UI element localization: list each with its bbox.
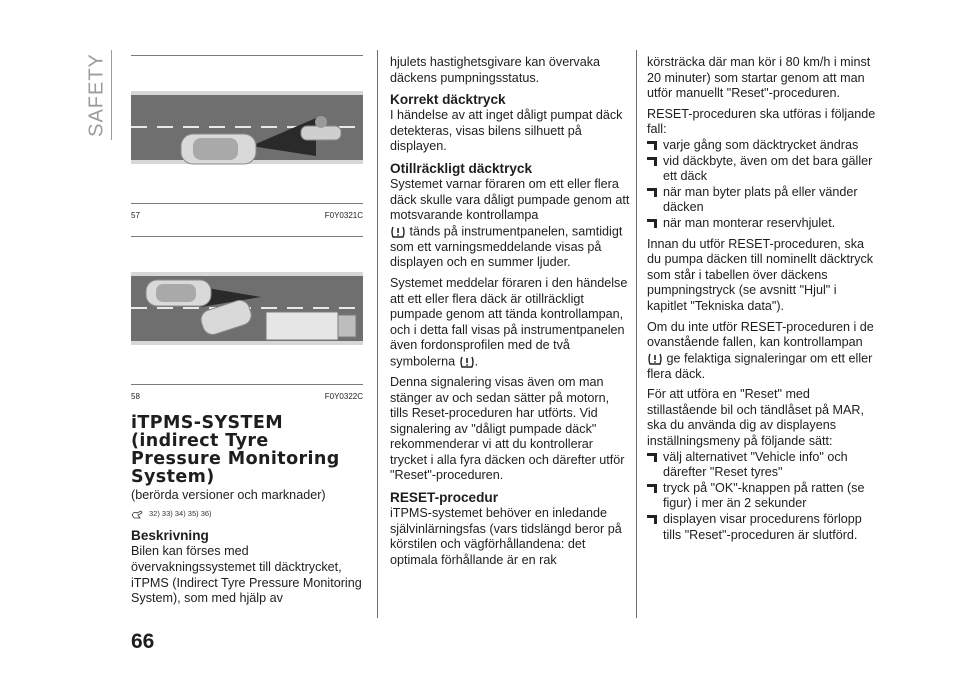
notes-numbers: 32) 33) 34) 35) 36): [149, 508, 212, 518]
column-1: [131, 55, 363, 612]
car-motorcycle-illustration: [131, 56, 363, 197]
bullet-icon: [647, 157, 657, 166]
column-3: [647, 55, 879, 543]
paragraph: Om du inte utför RESET-proceduren i de ovanstående fallen, kan kontrollampan ge felaktiga signaleringar om ett eller flera däck.: [647, 319, 874, 381]
paragraph: För att utföra en "Reset" med stillastående bil och tändlåset på MAR, ska du använda dig av displayens inställningsmeny på följande sätt:: [647, 387, 865, 449]
bullet-icon: [647, 141, 657, 150]
tyre-pressure-warning-icon: [459, 354, 475, 370]
paragraph: Denna signalering visas även om man stänger av och sedan sätter på motorn, tills Reset-proceduren har utförts. Vid signalering av "dåligt pumpade däck" rekommenderar vi att du kontrollerar trycket i alla fyra däcken och därefter utför "Reset"-proceduren.: [390, 374, 625, 483]
list-item: displayen visar procedurens förlopp tills "Reset"-proceduren är slutförd.: [647, 512, 879, 543]
figure-58-illustration: [131, 237, 363, 378]
paragraph: RESET-proceduren ska utföras i följande fall:: [647, 106, 876, 137]
paragraph: körsträcka där man kör i 80 km/h i minst 20 minuter) som startar genom att man utför manuellt "Reset"-proceduren.: [647, 55, 871, 101]
paragraph: Innan du utför RESET-proceduren, ska du pumpa däcken till nominellt däcktryck som står i tabellen över däckens pumpningstryck (se avsnitt "Hjul" i kapitlet "Tekniska data").: [647, 236, 874, 313]
list-item: välj alternativet "Vehicle info" och därefter "Reset tyres": [647, 450, 879, 481]
column-divider: [636, 50, 637, 618]
list-item: när man monterar reservhjulet.: [647, 216, 879, 232]
overtaking-illustration: [131, 237, 363, 378]
reset-heading: RESET-procedur: [390, 490, 499, 506]
otillrackligt-heading: Otillräckligt däcktryck: [390, 160, 533, 176]
tyre-pressure-warning-icon: [390, 224, 406, 240]
bullet-icon: [647, 484, 657, 493]
figure-58-caption: [131, 384, 363, 405]
column-divider: [377, 50, 378, 618]
figure-58: [131, 236, 363, 405]
paragraph: Systemet meddelar föraren i den händelse att ett eller flera däck är otillräckligt pumpade genom att tända kontrollampan, och i detta fall visas på instrumentpanelen även fordonsprofilen med de två symbolerna .: [390, 275, 628, 369]
figure-57: [131, 55, 363, 224]
paragraph: I händelse av att inget dåligt pumpat däck detekteras, visas bilens silhuett på displayen.: [390, 108, 623, 154]
section-tab: [82, 50, 112, 140]
list-item: tryck på "OK"-knappen på ratten (se figur) i mer än 2 sekunder: [647, 481, 879, 512]
bullet-icon: [647, 188, 657, 197]
figure-number: 57: [131, 211, 140, 220]
tyre-pressure-warning-icon: [647, 351, 663, 367]
list-item: varje gång som däcktrycket ändras: [647, 138, 879, 154]
figure-57-illustration: [131, 56, 363, 197]
section-title: SAFETY: [85, 53, 108, 137]
section-subtitle: (berörda versioner och marknader): [131, 488, 326, 503]
list-item: när man byter plats på eller vänder däcken: [647, 185, 879, 216]
figure-number: 58: [131, 391, 140, 401]
list-item: vid däckbyte, även om det bara gäller ett däck: [647, 154, 879, 185]
korrekt-heading: Korrekt däcktryck: [390, 92, 506, 108]
bullet-icon: [647, 515, 657, 524]
bullet-list: [647, 450, 879, 544]
paragraph: hjulets hastighetsgivare kan övervaka däckens pumpningsstatus.: [390, 55, 601, 85]
section-heading: iTPMS-SYSTEM (indirect Tyre Pressure Monitoring System): [131, 413, 340, 488]
figure-code: F0Y0322C: [324, 391, 363, 401]
paragraph: Systemet varnar föraren om ett eller flera däck skulle vara dåligt pumpade genom att motsvarande kontrollampa tänds på instrumentpanelen, samtidigt som ett varningsmeddelande visas på displayen och en summer ljuder.: [390, 176, 630, 270]
bullet-icon: [647, 219, 657, 228]
figure-57-caption: [131, 203, 363, 224]
column-2: [390, 55, 630, 573]
page-number: 66: [131, 630, 155, 653]
bullet-icon: [647, 453, 657, 462]
paragraph: iTPMS-systemet behöver en inledande självinlärningsfas (vars tidslängd beror på körstilen och vägförhållandena: det optimala förhållande är en rak: [390, 506, 622, 567]
notes-reference: [131, 506, 363, 522]
figure-code: F0Y0321C: [324, 211, 363, 220]
section-divider: [111, 50, 112, 140]
beskrivning-text: Bilen kan förses med övervakningssystemet till däcktrycket, iTPMS (Indirect Tyre Pressure Monitoring System), som med hjälp av: [131, 544, 362, 606]
note-hand-icon: [131, 509, 143, 519]
beskrivning-heading: Beskrivning: [131, 528, 209, 544]
bullet-list: [647, 138, 879, 232]
